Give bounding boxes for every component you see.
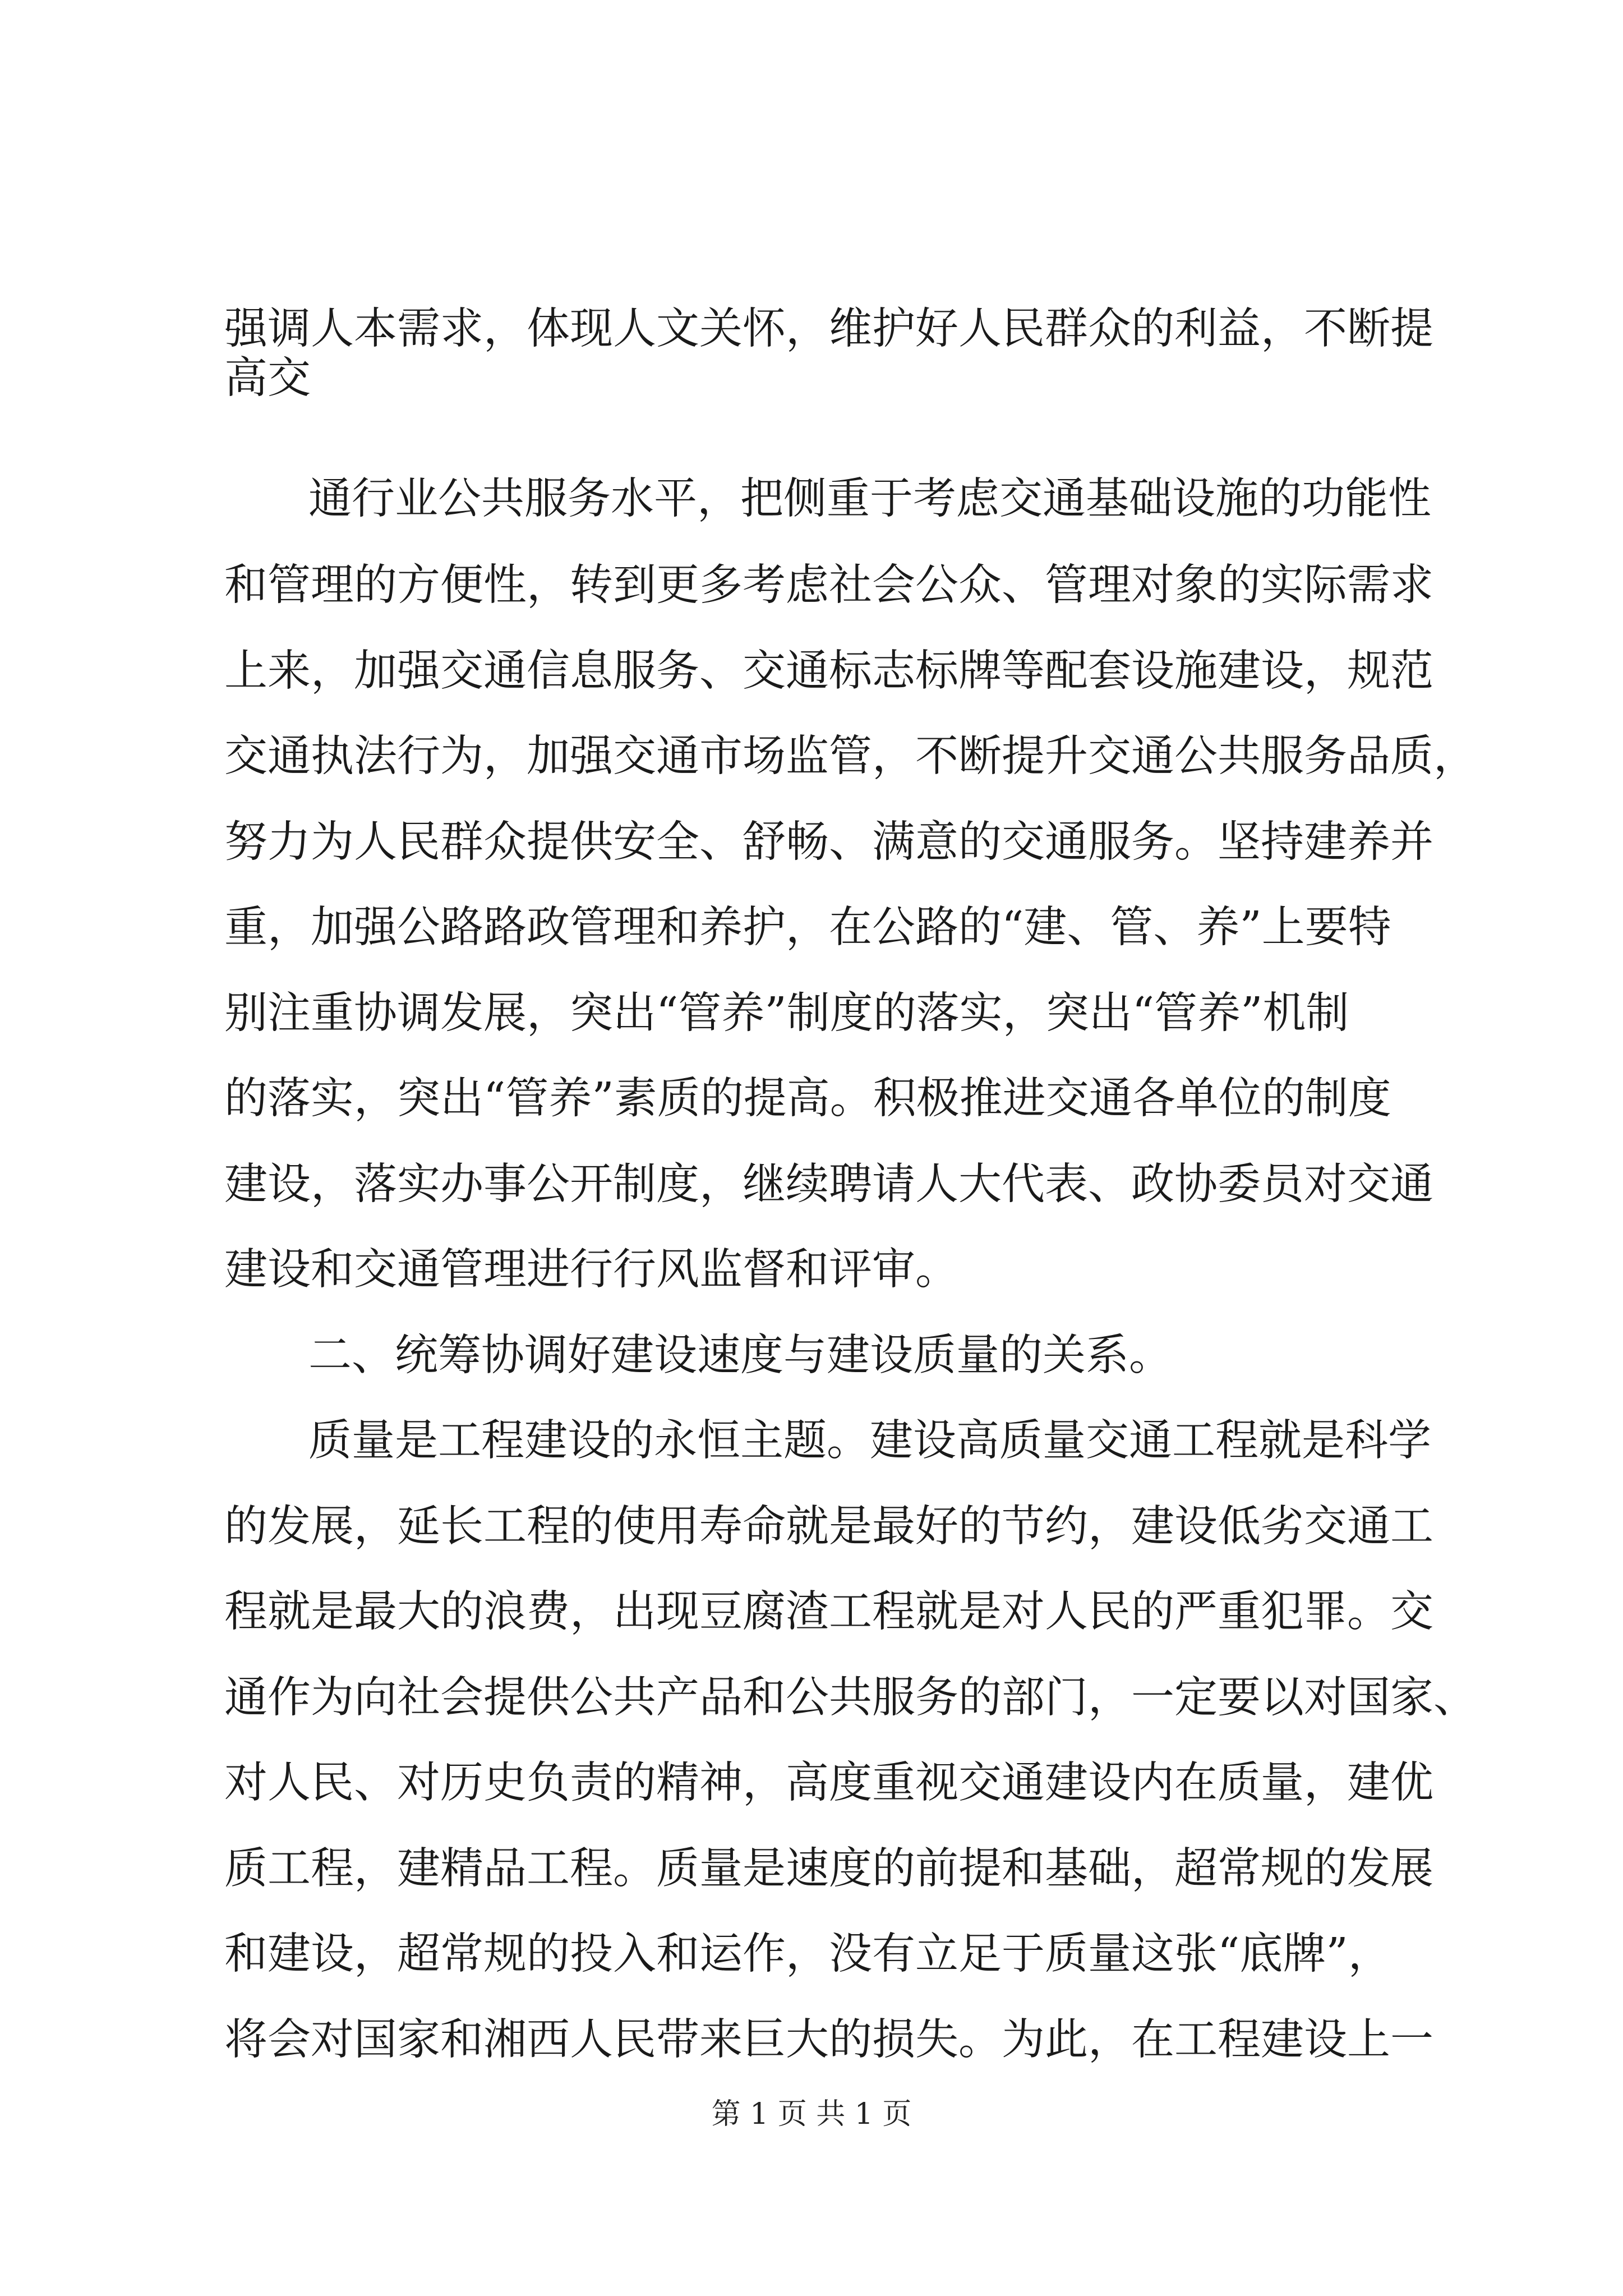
page-number-footer: 第 1 页 共 1 页 — [711, 2097, 912, 2131]
body-line: 别注重协调发展，突出“管养”制度的落实，突出“管养”机制 — [224, 988, 1349, 1038]
section-heading: 二、统筹协调好建设速度与建设质量的关系。 — [308, 1331, 1172, 1381]
body-line: 将会对国家和湘西人民带来巨大的损失。为此，在工程建设上一 — [224, 2015, 1433, 2065]
body-line: 程就是最大的浪费，出现豆腐渣工程就是对人民的严重犯罪。交 — [224, 1587, 1433, 1637]
body-line: 的落实，突出“管养”素质的提高。积极推进交通各单位的制度 — [224, 1074, 1391, 1124]
body-line: 和管理的方便性，转到更多考虑社会公众、管理对象的实际需求 — [224, 560, 1433, 610]
body-line: 努力为人民群众提供安全、舒畅、满意的交通服务。坚持建养并 — [224, 817, 1433, 867]
body-line: 建设，落实办事公开制度，继续聘请人大代表、政协委员对交通 — [224, 1159, 1433, 1209]
body-line: 强调人本需求，体现人文关怀，维护好人民群众的利益，不断提 — [224, 304, 1433, 354]
body-line: 的发展，延长工程的使用寿命就是最好的节约，建设低劣交通工 — [224, 1502, 1433, 1552]
body-line: 和建设，超常规的投入和运作，没有立足于质量这张“底牌”， — [224, 1929, 1391, 1979]
body-line: 质工程，建精品工程。质量是速度的前提和基础，超常规的发展 — [224, 1844, 1433, 1894]
body-line: 质量是工程建设的永恒主题。建设高质量交通工程就是科学 — [308, 1416, 1431, 1466]
body-line: 交通执法行为，加强交通市场监管，不断提升交通公共服务品质， — [224, 731, 1477, 781]
body-line: 对人民、对历史负责的精神，高度重视交通建设内在质量，建优 — [224, 1758, 1433, 1808]
body-line: 通行业公共服务水平，把侧重于考虑交通基础设施的功能性 — [308, 474, 1431, 524]
body-line: 重，加强公路路政管理和养护，在公路的“建、管、养”上要特 — [224, 903, 1391, 953]
body-line: 通作为向社会提供公共产品和公共服务的部门，一定要以对国家、 — [224, 1673, 1477, 1723]
body-line: 建设和交通管理进行行风监督和评审。 — [224, 1245, 958, 1295]
body-line: 上来，加强交通信息服务、交通标志标牌等配套设施建设，规范 — [224, 646, 1433, 696]
body-line: 高交 — [224, 353, 311, 403]
